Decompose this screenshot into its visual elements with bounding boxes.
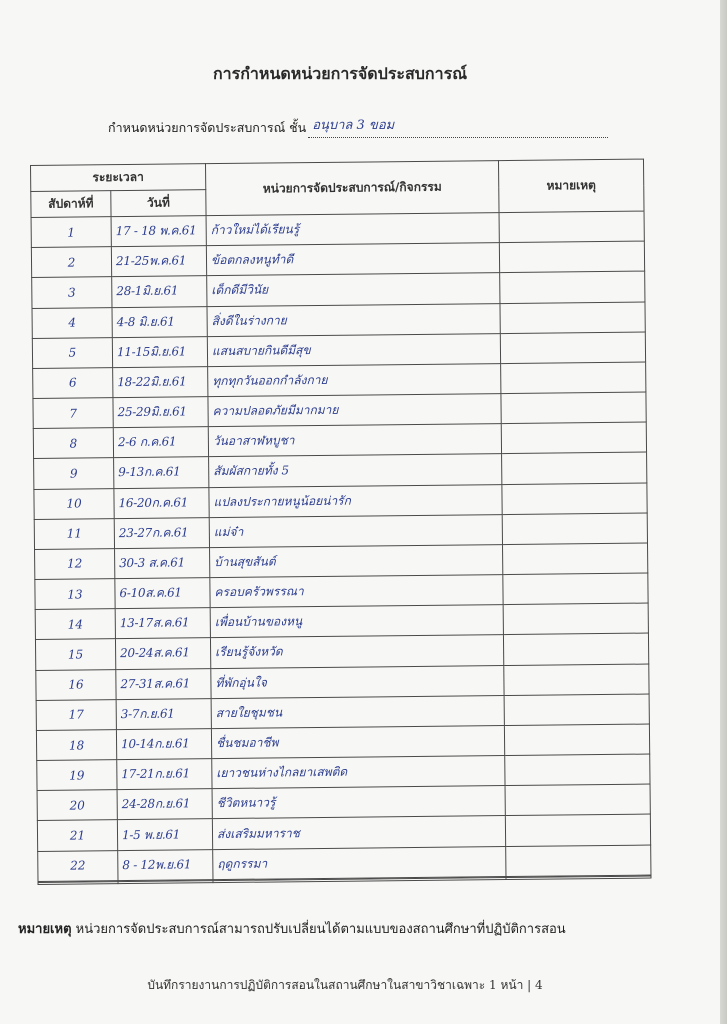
date-cell: 18-22มิ.ย.61	[113, 367, 208, 398]
remark-header: หมายเหตุ	[498, 159, 644, 213]
date-cell: 28-1มิ.ย.61	[112, 276, 207, 307]
unit-cell: ชีวิตหนาวรู้	[212, 786, 505, 819]
remark-cell	[500, 271, 645, 303]
week-cell: 15	[35, 639, 115, 670]
week-cell	[38, 882, 118, 885]
page-title: การกำหนดหน่วยการจัดประสบการณ์	[212, 64, 468, 83]
week-cell: 4	[32, 307, 112, 338]
unit-cell: ก้าวใหม่ได้เรียนรู้	[206, 213, 499, 246]
date-cell: 1-5 พ.ย.61	[117, 819, 212, 850]
remark-cell	[502, 543, 647, 575]
week-cell: 1	[31, 217, 111, 248]
week-cell: 19	[37, 760, 117, 791]
week-cell: 17	[36, 699, 116, 730]
week-cell: 13	[35, 579, 115, 610]
date-cell: 16-20ก.ค.61	[114, 487, 209, 518]
remark-cell	[504, 724, 649, 756]
date-cell: 2-6 ก.ค.61	[113, 427, 208, 458]
remark-cell	[506, 876, 651, 879]
class-line	[108, 118, 608, 138]
unit-cell: สายใยชุมชน	[211, 695, 504, 728]
date-cell: 17 - 18 พ.ค.61	[111, 216, 206, 247]
date-cell: 27-31ส.ค.61	[116, 668, 211, 699]
week-cell: 8	[33, 428, 113, 459]
class-dotted-line	[308, 118, 608, 138]
unit-cell: ฤดูกรรมา	[213, 846, 506, 879]
class-label: กำหนดหน่วยการจัดประสบการณ์ ชั้น	[108, 120, 307, 135]
date-cell: 24-28ก.ย.61	[117, 789, 212, 820]
week-cell: 9	[34, 458, 114, 489]
date-cell: 23-27ก.ค.61	[114, 517, 209, 548]
date-cell: 20-24ส.ค.61	[115, 638, 210, 669]
note-text: หน่วยการจัดประสบการณ์สามารถปรับเปลี่ยนได้ตามแบบของสถานศึกษาที่ปฏิบัติการสอน	[75, 922, 566, 937]
unit-cell: บ้านสุขสันต์	[210, 544, 503, 577]
week-cell: 16	[36, 669, 116, 700]
date-cell	[118, 881, 213, 884]
week-cell: 20	[37, 790, 117, 821]
remark-cell	[502, 452, 647, 484]
class-value: อนุบาล 3 ขอม	[312, 118, 395, 133]
date-cell: 17-21ก.ย.61	[117, 759, 212, 790]
week-cell: 5	[32, 337, 112, 368]
note-label: หมายเหตุ	[18, 922, 72, 937]
unit-cell: เด็กดีมีวินัย	[207, 273, 500, 306]
week-cell: 22	[38, 850, 118, 881]
schedule-body	[31, 211, 651, 884]
date-cell: 11-15มิ.ย.61	[112, 336, 207, 367]
book-edge	[720, 0, 727, 1024]
week-cell: 7	[33, 398, 113, 429]
week-cell: 12	[35, 549, 115, 580]
remark-cell	[502, 483, 647, 515]
week-cell: 3	[32, 277, 112, 308]
date-cell: 30-3 ส.ค.61	[115, 548, 210, 579]
unit-cell: ความปลอดภัยมีมากมาย	[208, 394, 501, 427]
remark-cell	[506, 845, 651, 877]
unit-cell: ครอบครัวพรรณา	[210, 575, 503, 608]
remark-cell	[502, 513, 647, 545]
unit-cell: แปลงประกายหนูน้อยน่ารัก	[209, 484, 502, 517]
remark-cell	[500, 302, 645, 334]
date-cell: 8 - 12พ.ย.61	[118, 849, 213, 880]
date-cell: 21-25พ.ค.61	[111, 246, 206, 277]
date-cell: 9-13ก.ค.61	[114, 457, 209, 488]
remark-cell	[501, 422, 646, 454]
week-cell: 21	[37, 820, 117, 851]
schedule-table	[30, 159, 652, 885]
unit-cell: แสนสบายกินดีมีสุข	[207, 333, 500, 366]
remark-cell	[505, 754, 650, 786]
week-cell: 10	[34, 488, 114, 519]
remark-cell	[503, 603, 648, 635]
week-cell: 14	[35, 609, 115, 640]
remark-cell	[501, 362, 646, 394]
date-cell: 6-10ส.ค.61	[115, 578, 210, 609]
unit-cell: เยาวชนห่างไกลยาเสพติด	[212, 756, 505, 789]
unit-cell: เพื่อนบ้านของหนู	[210, 605, 503, 638]
unit-cell: แม่จ๋า	[209, 514, 502, 547]
period-header: ระยะเวลา	[31, 164, 206, 192]
unit-cell: ข้อตกลงหนูทำดี	[206, 243, 499, 276]
week-cell: 2	[31, 247, 111, 278]
date-cell: 10-14ก.ย.61	[116, 729, 211, 760]
remark-cell	[505, 814, 650, 846]
remark-cell	[503, 633, 648, 665]
unit-cell: เรียนรู้จังหวัด	[210, 635, 503, 668]
week-cell: 18	[36, 730, 116, 761]
unit-cell: ชื่นชมอาชีพ	[211, 725, 504, 758]
date-cell: 3-7ก.ย.61	[116, 698, 211, 729]
date-header: วันที่	[111, 190, 206, 217]
remark-cell	[503, 573, 648, 605]
date-cell: 25-29มิ.ย.61	[113, 397, 208, 428]
unit-cell: สิ่งดีในร่างกาย	[207, 303, 500, 336]
note	[18, 918, 708, 939]
unit-cell: สัมผัสกายทั้ง 5	[209, 454, 502, 487]
unit-cell: วันอาสาฬหบูชา	[208, 424, 501, 457]
week-header: สัปดาห์ที่	[31, 191, 111, 218]
remark-cell	[501, 392, 646, 424]
remark-cell	[500, 332, 645, 364]
remark-cell	[504, 664, 649, 696]
week-cell: 6	[33, 368, 113, 399]
date-cell: 4-8 มิ.ย.61	[112, 306, 207, 337]
unit-cell: ทุกทุกวันออกกำลังกาย	[208, 363, 501, 396]
remark-cell	[505, 784, 650, 816]
unit-cell: ส่งเสริมมหาราช	[212, 816, 505, 849]
unit-cell: ที่พักอุ่นใจ	[211, 665, 504, 698]
remark-cell	[504, 694, 649, 726]
week-cell: 11	[34, 518, 114, 549]
date-cell: 13-17ส.ค.61	[115, 608, 210, 639]
page-footer: บันทึกรายงานการปฏิบัติการสอนในสถานศึกษาในสาขาวิชาเฉพาะ 1 หน้า | 4	[147, 978, 543, 992]
remark-cell	[499, 241, 644, 273]
unit-header: หน่วยการจัดประสบการณ์/กิจกรรม	[205, 161, 499, 216]
remark-cell	[499, 211, 644, 243]
